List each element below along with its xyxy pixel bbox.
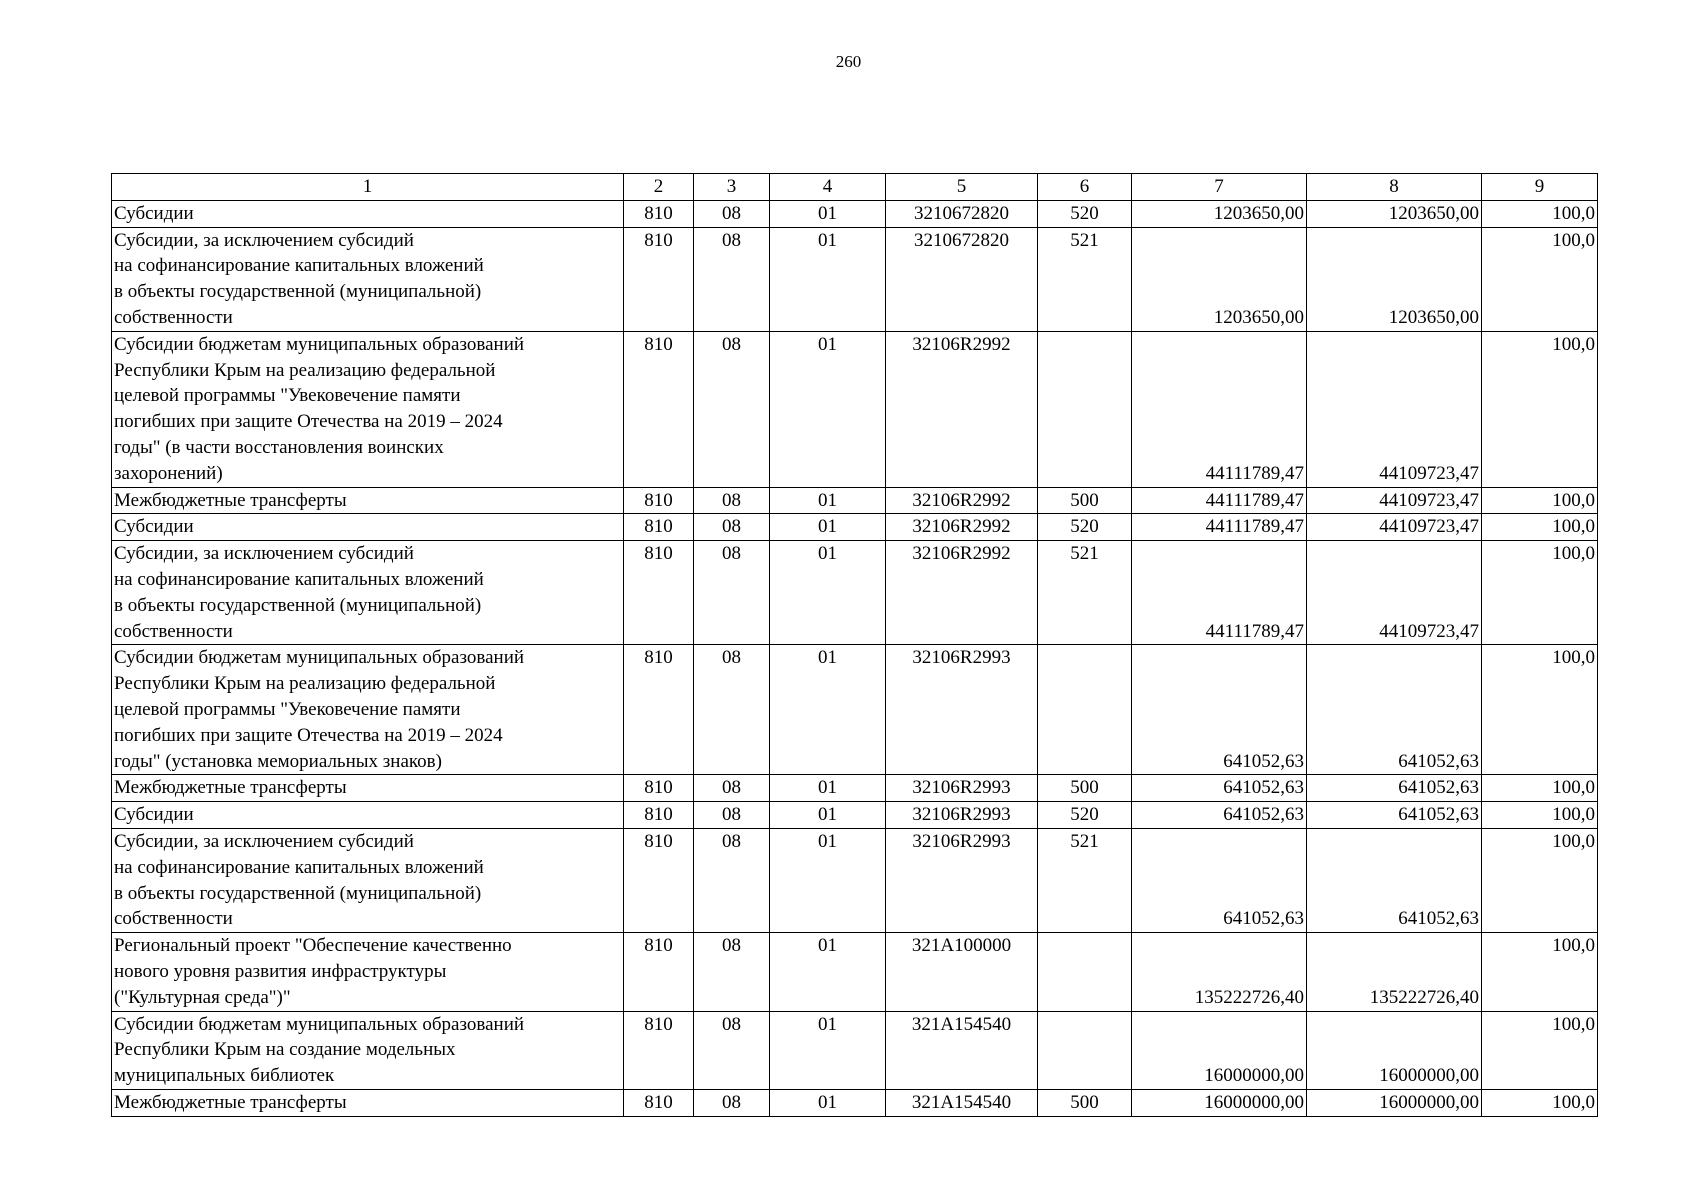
- row-col2-cell: 810: [624, 645, 694, 775]
- row-col3-cell: 08: [694, 1011, 770, 1089]
- row-col9-percent: 100,0: [1482, 933, 1598, 1011]
- row-col7-amount: 1203650,00: [1132, 227, 1307, 331]
- row-col6-cell: 521: [1038, 828, 1132, 932]
- row-col4-cell: 01: [770, 645, 886, 775]
- row-col6-cell: 500: [1038, 1089, 1132, 1116]
- row-name-cell: Субсидии: [112, 802, 624, 829]
- row-col6-cell: [1038, 933, 1132, 1011]
- row-col7-amount: 641052,63: [1132, 645, 1307, 775]
- row-col7-amount: 1203650,00: [1132, 200, 1307, 227]
- row-col2-cell: 810: [624, 541, 694, 645]
- row-col7-amount: 16000000,00: [1132, 1011, 1307, 1089]
- row-col4-cell: 01: [770, 200, 886, 227]
- row-col2-cell: 810: [624, 514, 694, 541]
- row-col5-cell: 321A100000: [886, 933, 1038, 1011]
- row-col4-cell: 01: [770, 331, 886, 487]
- row-col4-cell: 01: [770, 541, 886, 645]
- row-name-cell: Субсидии: [112, 200, 624, 227]
- table-row: [112, 541, 1598, 645]
- row-col8-amount: 16000000,00: [1307, 1089, 1482, 1116]
- row-col9-percent: 100,0: [1482, 514, 1598, 541]
- row-name-cell: Субсидии: [112, 514, 624, 541]
- row-col3-cell: 08: [694, 828, 770, 932]
- row-col5-cell: 32106R2992: [886, 514, 1038, 541]
- row-col8-amount: 1203650,00: [1307, 227, 1482, 331]
- row-col2-cell: 810: [624, 933, 694, 1011]
- row-col6-cell: 500: [1038, 487, 1132, 514]
- row-col5-cell: 32106R2993: [886, 802, 1038, 829]
- row-col9-percent: 100,0: [1482, 802, 1598, 829]
- row-col5-cell: 3210672820: [886, 200, 1038, 227]
- row-name-cell: Субсидии, за исключением субсидий на софинансирование капитальных вложений в объекты государственной (муниципальной) собственности: [112, 541, 624, 645]
- row-col6-cell: 521: [1038, 227, 1132, 331]
- row-col5-cell: 32106R2993: [886, 645, 1038, 775]
- row-col5-cell: 32106R2993: [886, 828, 1038, 932]
- row-col3-cell: 08: [694, 802, 770, 829]
- table-body: [112, 174, 1598, 1117]
- table-row: [112, 487, 1598, 514]
- row-col9-percent: 100,0: [1482, 200, 1598, 227]
- row-col3-cell: 08: [694, 775, 770, 802]
- row-col9-percent: 100,0: [1482, 227, 1598, 331]
- row-col8-amount: 44109723,47: [1307, 331, 1482, 487]
- row-name-cell: Субсидии бюджетам муниципальных образований Республики Крым на реализацию федеральной целевой программы "Увековечение памяти погибших при защите Отечества на 2019 – 2024 годы" (в части восстановления воинских захоронений): [112, 331, 624, 487]
- row-name-cell: Субсидии бюджетам муниципальных образований Республики Крым на реализацию федеральной целевой программы "Увековечение памяти погибших при защите Отечества на 2019 – 2024 годы" (установка мемориальных знаков): [112, 645, 624, 775]
- table-row: [112, 933, 1598, 1011]
- row-col8-amount: 641052,63: [1307, 828, 1482, 932]
- row-col2-cell: 810: [624, 331, 694, 487]
- table-row: [112, 645, 1598, 775]
- row-col8-amount: 135222726,40: [1307, 933, 1482, 1011]
- row-col3-cell: 08: [694, 331, 770, 487]
- row-col4-cell: 01: [770, 514, 886, 541]
- row-col7-amount: 44111789,47: [1132, 331, 1307, 487]
- row-col4-cell: 01: [770, 933, 886, 1011]
- row-col8-amount: 16000000,00: [1307, 1011, 1482, 1089]
- budget-table: [111, 173, 1598, 1117]
- row-col9-percent: 100,0: [1482, 645, 1598, 775]
- row-col7-amount: 16000000,00: [1132, 1089, 1307, 1116]
- table-row: [112, 828, 1598, 932]
- row-col9-percent: 100,0: [1482, 541, 1598, 645]
- row-name-cell: Межбюджетные трансферты: [112, 1089, 624, 1116]
- row-col7-amount: 641052,63: [1132, 828, 1307, 932]
- row-col5-cell: 32106R2992: [886, 541, 1038, 645]
- row-name-cell: Межбюджетные трансферты: [112, 487, 624, 514]
- row-col9-percent: 100,0: [1482, 331, 1598, 487]
- row-col8-amount: 44109723,47: [1307, 514, 1482, 541]
- row-col5-cell: 32106R2992: [886, 331, 1038, 487]
- row-col7-amount: 44111789,47: [1132, 514, 1307, 541]
- table-row: [112, 1011, 1598, 1089]
- row-col6-cell: 500: [1038, 775, 1132, 802]
- row-col8-amount: 641052,63: [1307, 802, 1482, 829]
- row-col7-amount: 135222726,40: [1132, 933, 1307, 1011]
- row-col2-cell: 810: [624, 227, 694, 331]
- row-col9-percent: 100,0: [1482, 1089, 1598, 1116]
- row-col2-cell: 810: [624, 828, 694, 932]
- row-col2-cell: 810: [624, 775, 694, 802]
- row-name-cell: Субсидии, за исключением субсидий на софинансирование капитальных вложений в объекты государственной (муниципальной) собственности: [112, 227, 624, 331]
- row-name-cell: Субсидии, за исключением субсидий на софинансирование капитальных вложений в объекты государственной (муниципальной) собственности: [112, 828, 624, 932]
- row-col8-amount: 1203650,00: [1307, 200, 1482, 227]
- row-col3-cell: 08: [694, 200, 770, 227]
- row-col7-amount: 44111789,47: [1132, 541, 1307, 645]
- header-cell-5: 5: [886, 174, 1038, 201]
- row-col4-cell: 01: [770, 775, 886, 802]
- row-col6-cell: [1038, 331, 1132, 487]
- row-col3-cell: 08: [694, 514, 770, 541]
- row-col3-cell: 08: [694, 1089, 770, 1116]
- table-row: [112, 227, 1598, 331]
- row-col4-cell: 01: [770, 828, 886, 932]
- header-cell-8: 8: [1307, 174, 1482, 201]
- table-row: [112, 514, 1598, 541]
- row-col2-cell: 810: [624, 1011, 694, 1089]
- row-name-cell: Региональный проект "Обеспечение качественно нового уровня развития инфраструктуры ("Культурная среда")": [112, 933, 624, 1011]
- header-cell-4: 4: [770, 174, 886, 201]
- row-col7-amount: 641052,63: [1132, 775, 1307, 802]
- row-col9-percent: 100,0: [1482, 487, 1598, 514]
- row-col3-cell: 08: [694, 227, 770, 331]
- header-cell-6: 6: [1038, 174, 1132, 201]
- row-col3-cell: 08: [694, 487, 770, 514]
- row-col3-cell: 08: [694, 933, 770, 1011]
- header-cell-9: 9: [1482, 174, 1598, 201]
- row-col2-cell: 810: [624, 487, 694, 514]
- row-col8-amount: 44109723,47: [1307, 541, 1482, 645]
- header-cell-3: 3: [694, 174, 770, 201]
- row-col9-percent: 100,0: [1482, 828, 1598, 932]
- row-name-cell: Межбюджетные трансферты: [112, 775, 624, 802]
- row-col4-cell: 01: [770, 487, 886, 514]
- row-col9-percent: 100,0: [1482, 1011, 1598, 1089]
- row-col5-cell: 32106R2992: [886, 487, 1038, 514]
- row-col2-cell: 810: [624, 200, 694, 227]
- row-col6-cell: 520: [1038, 802, 1132, 829]
- row-col8-amount: 641052,63: [1307, 775, 1482, 802]
- row-col9-percent: 100,0: [1482, 775, 1598, 802]
- row-col5-cell: 321A154540: [886, 1089, 1038, 1116]
- row-col3-cell: 08: [694, 541, 770, 645]
- row-col4-cell: 01: [770, 1089, 886, 1116]
- page-number: 260: [835, 52, 862, 71]
- table-row: [112, 802, 1598, 829]
- row-col2-cell: 810: [624, 1089, 694, 1116]
- row-col6-cell: 520: [1038, 200, 1132, 227]
- row-col6-cell: [1038, 1011, 1132, 1089]
- row-col6-cell: 520: [1038, 514, 1132, 541]
- table-row: [112, 1089, 1598, 1116]
- table-row: [112, 200, 1598, 227]
- row-col3-cell: 08: [694, 645, 770, 775]
- header-cell-2: 2: [624, 174, 694, 201]
- row-name-cell: Субсидии бюджетам муниципальных образований Республики Крым на создание модельных муниципальных библиотек: [112, 1011, 624, 1089]
- header-cell-7: 7: [1132, 174, 1307, 201]
- row-col5-cell: 321A154540: [886, 1011, 1038, 1089]
- row-col4-cell: 01: [770, 227, 886, 331]
- table-row: [112, 775, 1598, 802]
- row-col8-amount: 641052,63: [1307, 645, 1482, 775]
- row-col7-amount: 44111789,47: [1132, 487, 1307, 514]
- header-row: [112, 174, 1598, 201]
- row-col5-cell: 32106R2993: [886, 775, 1038, 802]
- row-col4-cell: 01: [770, 802, 886, 829]
- table-row: [112, 331, 1598, 487]
- row-col4-cell: 01: [770, 1011, 886, 1089]
- row-col6-cell: [1038, 645, 1132, 775]
- header-cell-1: 1: [112, 174, 624, 201]
- row-col6-cell: 521: [1038, 541, 1132, 645]
- row-col8-amount: 44109723,47: [1307, 487, 1482, 514]
- row-col5-cell: 3210672820: [886, 227, 1038, 331]
- row-col2-cell: 810: [624, 802, 694, 829]
- row-col7-amount: 641052,63: [1132, 802, 1307, 829]
